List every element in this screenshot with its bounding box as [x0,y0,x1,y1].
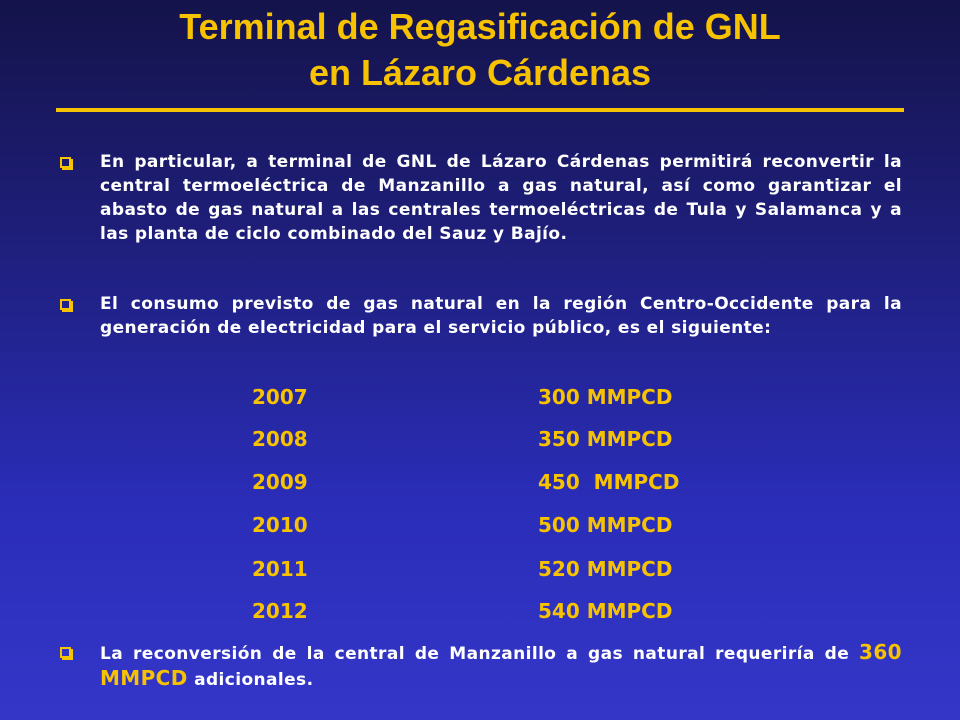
checkbox-square-icon [60,299,71,310]
table-row [0,382,960,412]
title-line-2: en Lázaro Cárdenas [308,52,652,93]
title-line-1: Terminal de Regasificación de GNL [179,6,781,47]
value-cell: 450 MMPCD [538,470,680,494]
title-underline [56,108,904,112]
value-cell: 520 MMPCD [538,557,673,581]
table-row [0,424,960,454]
table-row [0,510,960,540]
year-cell: 2011 [252,557,308,581]
slide-title [0,4,960,96]
year-cell: 2010 [252,513,308,537]
table-row [0,467,960,497]
value-cell: 500 MMPCD [538,513,673,537]
bullet-text: En particular, a terminal de GNL de Lázaro Cárdenas permitirá reconvertir la central termoeléctrica de Manzanillo a gas natural, así como garantizar el abasto de gas natural a las centrales termoeléctricas de Tula y Salamanca y a las planta de ciclo combinado del Sauz y Bajío. [100,152,902,244]
year-cell: 2009 [252,470,308,494]
value-cell: 300 MMPCD [538,385,673,409]
highlight-value: 360 MMPCD [100,640,902,690]
table-row [0,554,960,584]
bullet-consumption [60,292,902,340]
value-cell: 350 MMPCD [538,427,673,451]
year-cell: 2007 [252,385,308,409]
checkbox-square-icon [60,157,71,168]
bullet-reconversion [60,150,902,246]
table-row [0,596,960,626]
year-cell: 2008 [252,427,308,451]
bullet-text-post: adicionales. [187,670,314,690]
bullet-text-pre: La reconversión de la central de Manzanillo a gas natural requeriría de [100,644,860,664]
bullet-text: El consumo previsto de gas natural en la región Centro-Occidente para la generación de electricidad para el servicio público, es el siguiente: [100,294,902,338]
bullet-manzanillo [60,640,902,692]
value-cell: 540 MMPCD [538,599,673,623]
checkbox-square-icon [60,647,71,658]
year-cell: 2012 [252,599,308,623]
bullet-text [100,640,902,692]
